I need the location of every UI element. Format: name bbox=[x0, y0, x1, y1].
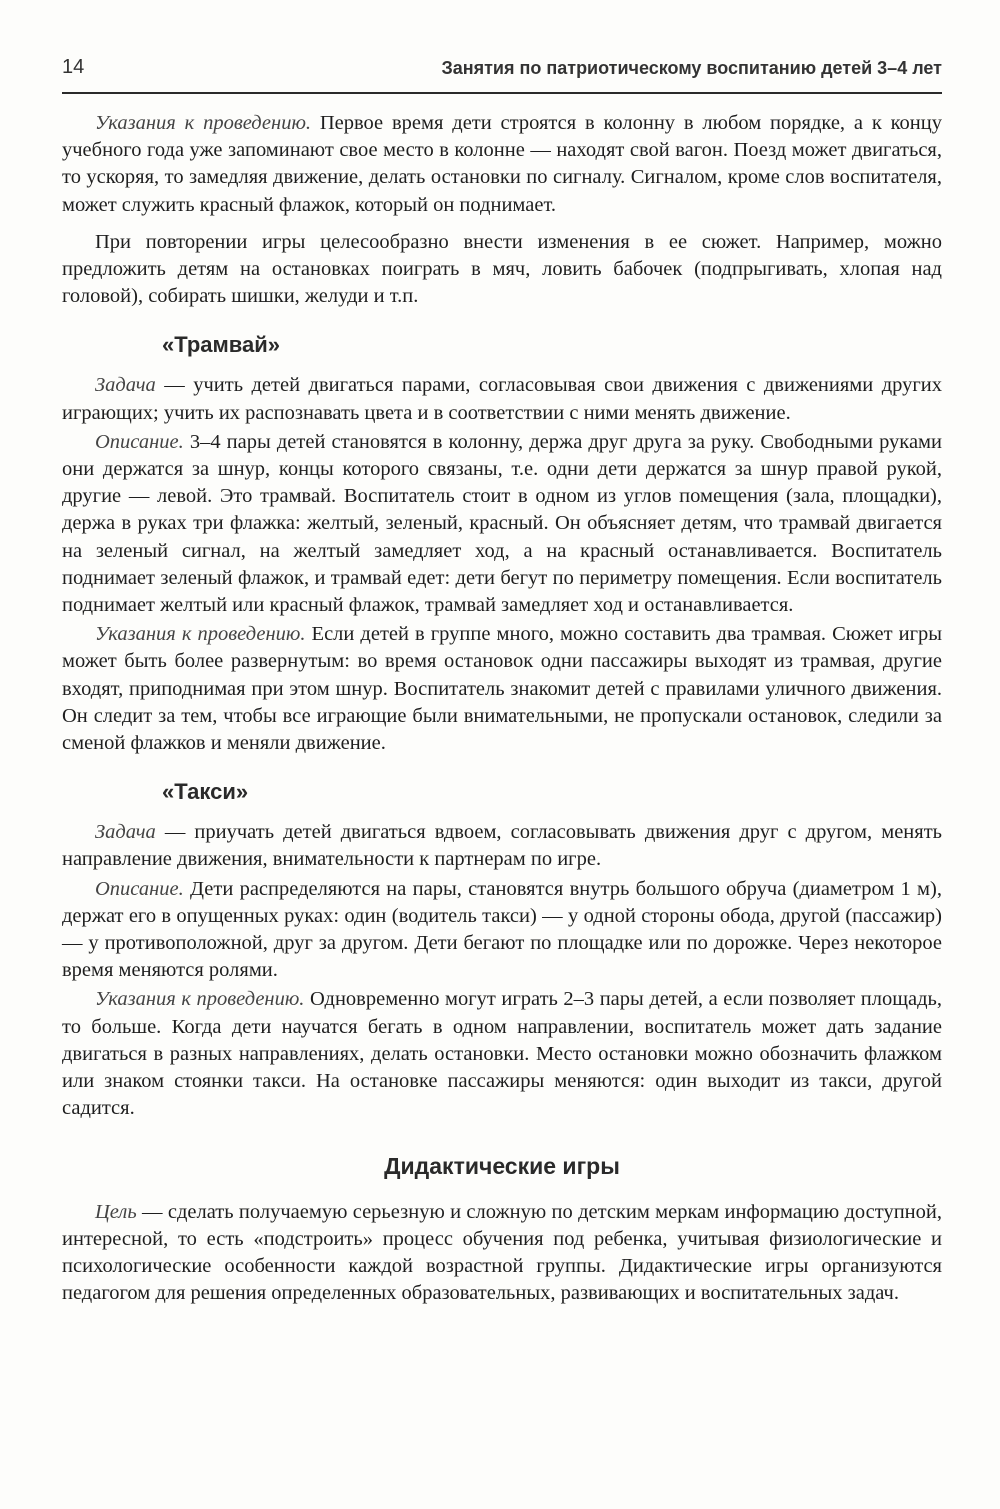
paragraph-lead: Цель bbox=[95, 1200, 137, 1223]
page-content bbox=[62, 110, 942, 1307]
paragraph-text: Дети распределяются на пары, становятся внутрь большого обруча (диаметром 1 м), держат его в опущенных руках: один (водитель такси) — у одной стороны обода, другой (пассажир) — у противоположной, друг за другом. Дети бегают по площадке или по дорожке. Через некоторое время меняются ролями. bbox=[62, 877, 942, 982]
paragraph-lead: Указания к проведению. bbox=[95, 623, 306, 646]
page-number: 14 bbox=[62, 56, 85, 78]
paragraph-taxi-description bbox=[62, 876, 942, 985]
running-title: Занятия по патриотическому воспитанию детей 3–4 лет bbox=[441, 58, 942, 78]
paragraph-lead: Указания к проведению. bbox=[95, 112, 312, 134]
paragraph-tram-instructions bbox=[62, 621, 942, 757]
paragraph-text: Если детей в группе много, можно составить два трамвая. Сюжет игры может быть более развернутым: во время остановок одни пассажиры выходят из трамвая, другие входят, приподнимая при этом шнур. Воспитатель знакомит детей с правилами уличного движения. Он следит за тем, чтобы все играющие были внимательными, не пропускали остановок, следили за сменой флажков и меняли движение. bbox=[62, 623, 943, 755]
paragraph-lead: Указания к проведению. bbox=[95, 988, 305, 1011]
paragraph-taxi-instructions bbox=[62, 986, 942, 1122]
paragraph-text: — приучать детей двигаться вдвоем, согласовывать движения друг с другом, менять направление движения, внимательности к партнерам по игре. bbox=[62, 821, 942, 871]
paragraph-lead: Описание. bbox=[95, 877, 184, 900]
heading-didactic-games: Дидактические игры bbox=[384, 1152, 620, 1179]
paragraph-didactic-goal bbox=[62, 1199, 942, 1308]
paragraph-text: Одновременно могут играть 2–3 пары детей, а если позволяет площадь, то больше. Когда дети научатся бегать в одном направлении, воспитатель может дать задание двигаться в разных направлениях, делать остановки. Место остановки можно обозначить флажком или знаком стоянки такси. На остановке пассажиры меняются: один выходит из такси, другой садится. bbox=[62, 988, 942, 1120]
heading-tram: «Трамвай» bbox=[162, 332, 281, 358]
paragraph-train-instructions bbox=[62, 110, 942, 219]
paragraph-text: Первое время дети строятся в колонну в любом порядке, а к концу учебного года уже запоминают свое место в колонне — находят свой вагон. Поезд может двигаться, то ускоряя, то замедляя движение, делать остановки по сигналу. Сигналом, кроме слов воспитателя, может служить красный флажок, который он поднимает. bbox=[62, 112, 942, 216]
paragraph-text: — сделать получаемую серьезную и сложную по детским меркам информацию доступной, интересной, то есть «подстроить» процесс обучения под ребенка, учитывая физиологические и психологические особенности каждой возрастной группы. Дидактические игры организуются педагогом для решения определенных образовательных, развивающих и воспитательных задач. bbox=[62, 1200, 942, 1305]
paragraph-train-variations: При повторении игры целесообразно внести изменения в ее сюжет. Например, можно предложить детям на остановках поиграть в мяч, ловить бабочек (подпрыгивать, хлопая над головой), собирать шишки, желуди и т.п. bbox=[62, 230, 942, 308]
paragraph-lead: Задача bbox=[95, 374, 156, 397]
paragraph-text: — учить детей двигаться парами, согласовывая свои движения с движениями других играющих; учить их распознавать цвета и в соответствии с ними менять движение. bbox=[62, 374, 942, 424]
paragraph-taxi-task bbox=[62, 819, 942, 873]
paragraph-lead: Описание. bbox=[95, 430, 184, 453]
paragraph-tram-task bbox=[62, 372, 942, 426]
paragraph-tram-description bbox=[62, 429, 942, 619]
page-header bbox=[62, 56, 942, 94]
heading-taxi: «Такси» bbox=[162, 779, 249, 805]
paragraph-text: 3–4 пары детей становятся в колонну, держа друг друга за руку. Свободными руками они держатся за шнур, концы которого связаны, т.е. одни дети держатся за шнур правой рукой, другие — левой. Это трамвай. Воспитатель стоит в одном из углов помещения (зала, площадки), держа в руках три флажка: желтый, зеленый, красный. Он объясняет детям, что трамвай двигается на зеленый сигнал, на желтый замедляет ход, а на красный останавливается. Воспитатель поднимает зеленый флажок, и трамвай едет: дети бегут по периметру помещения. Если воспитатель поднимает желтый или красный флажок, трамвай замедляет ход и останавливается. bbox=[62, 430, 942, 617]
paragraph-lead: Задача bbox=[95, 821, 156, 844]
